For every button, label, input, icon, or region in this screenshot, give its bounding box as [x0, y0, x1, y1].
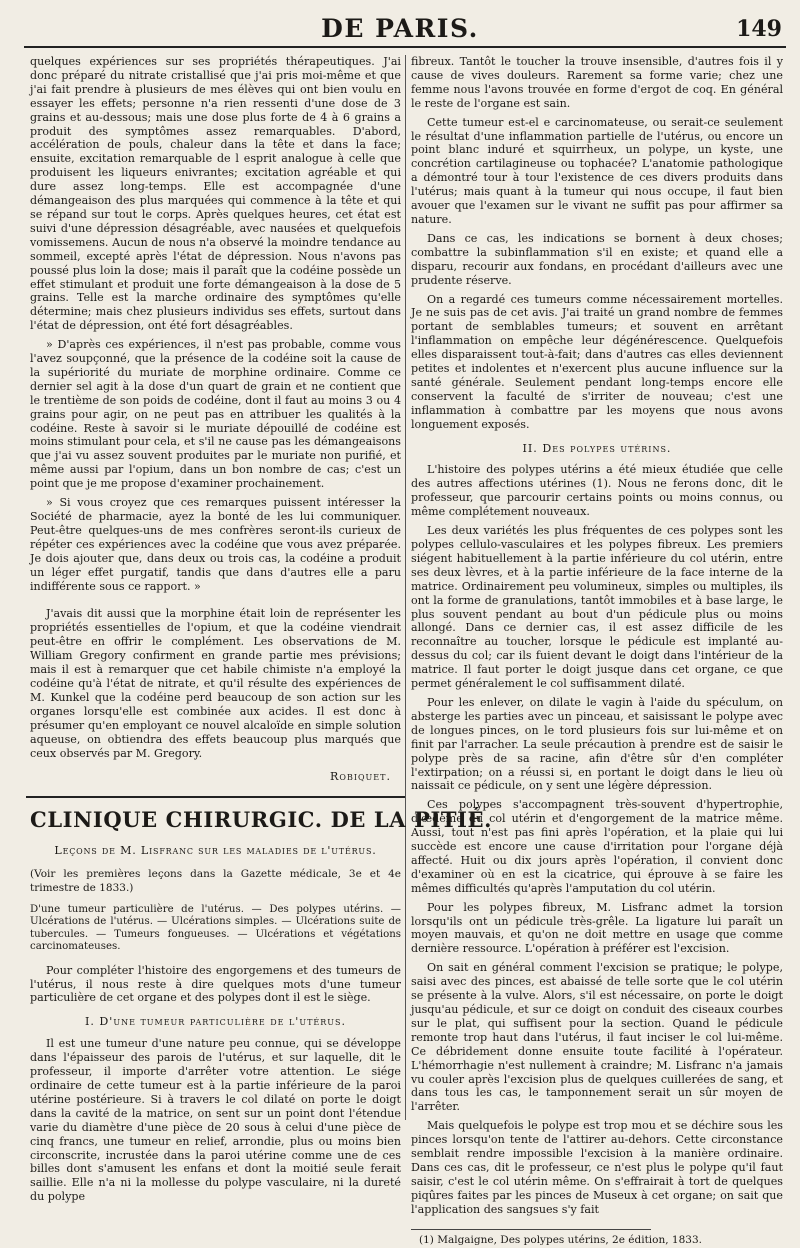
section-subtitle: Leçons de M. Lisfranc sur les maladies de l'utérus. [54, 844, 377, 858]
section-divider [26, 796, 405, 798]
right-column [411, 55, 783, 1248]
paragraph: On sait en général comment l'excision se pratique; le polype, saisi avec des pinces, est abaissé de telle sorte que le col utérin se présente à la vulve. Alors, s'il est nécessaire, on porte le doigt jusqu'au pédicule, et sur ce doigt on conduit des ciseaux courbes sur le plat, qui suffisent pour la section. Quand le pédicule remonte trop haut dans l'utérus, il faut inciser le col lui-même. Ce débridement donne ensuite toute facilité à l'opérateur. L'hémorrhagie n'est nullement à craindre; M. Lisfranc n'a jamais vu couler après l'excision plus de quelques cuillerées de sang, et dans tous les cas, le tamponnement serait un sûr moyen de l'arrêter. [411, 961, 783, 1114]
section-title: CLINIQUE CHIRURGIC. DE LA PITIÉ. [30, 807, 493, 833]
subsection-heading: II. Des polypes utérins. [522, 441, 672, 455]
paragraph: fibreux. Tantôt le toucher la trouve insensible, d'autres fois il y cause de vives douleurs. Rarement sa forme varie; chez une femme nous l'avons trouvée en forme d'ergot de coq. En général le reste de l'organe est sain. [411, 55, 783, 110]
footnote: (1) Malgaigne, Des polypes utérins, 2e édition, 1833. [419, 1233, 702, 1246]
intro-paragraph: Pour compléter l'histoire des engorgemens et des tumeurs de l'utérus, il nous reste à dire quelques mots d'une tumeur particulière de cet organe et des polypes dont il est le siège. [30, 963, 401, 1005]
page-title: DE PARIS. [321, 14, 479, 43]
paragraph: » D'après ces expériences, il n'est pas probable, comme vous l'avez soupçonné, que la présence de la codéine soit la cause de la supériorité du muriate de morphine ordinaire. Comme ce dernier sel agit à la dose d'un quart de grain et ne contient que le trentième de son poids de codéine, dont il faut au moins 3 ou 4 grains pour agir, on ne peut pas en attribuer les qualités à la codéine. Reste à savoir si le muriate dépouillé de codéine est moins stimulant pour cela, et s'il ne cause pas les démangeaisons que j'ai vu assez souvent produites par le muriate non purifié, et même aussi par l'opium, dans un bon nombre de cas; c'est un point que je me propose d'examiner prochainement. [30, 338, 401, 491]
paragraph: Pour les polypes fibreux, M. Lisfranc admet la torsion lorsqu'ils ont un pédicule très-grêle. La ligature lui paraît un moyen mauvais, et qu'on ne doit mettre en usage que comme dernière ressource. L'opération à préférer est l'excision. [411, 900, 783, 956]
paragraph: Pour les enlever, on dilate le vagin à l'aide du spéculum, on absterge les parties avec un pinceau, et saisissant le polype avec de longues pinces, on le tord plusieurs fois sur lui-même et on finit par l'arracher. La seule précaution à prendre est de saisir le polype près de sa racine, afin d'être sûr d'en compléter l'extirpation; on a réussi si, en portant le doigt dans le lieu où naissait ce pédicule, on y sent une légère dépression. [411, 695, 783, 793]
paragraph: » Si vous croyez que ces remarques puissent intéresser la Société de pharmacie, ayez la bonté de les lui communiquer. Peut-être quelques-uns de mes confrères seront-ils curieux de répéter ces expériences avec la codéine que vous avez préparée. Je dois ajouter que, dans deux ou trois cas, la codéine a produit un léger effet purgatif, tandis que dans d'autres elle a paru indifférente sous ce rapport. » [30, 496, 401, 593]
paragraph: L'histoire des polypes utérins a été mieux étudiée que celle des autres affections utérines (1). Nous ne ferons donc, dit le professeur, que parcourir certains points ou moins connus, ou même complétement nouveaux. [411, 463, 783, 519]
reference-note: (Voir les premières leçons dans la Gazette médicale, 3e et 4e trimestre de 1833.) [30, 868, 401, 895]
paragraph: Les deux variétés les plus fréquentes de ces polypes sont les polypes cellulo-vasculaires et les polypes fibreux. Les premiers siégent habituellement à la partie inférieure du col utérin, entre ses deux lèvres, et à la partie inférieure de la face interne de la matrice. Ordinairement peu volumineux, simples ou multiples, ils ont la forme de granulations, tantôt immobiles et à base large, le plus souvent pendant au bout d'un pédicule plus ou moins allongé. Dans ce dernier cas, il est assez difficile de les reconnaître au toucher, lorsque le pédicule est implanté au-dessus du col; car ils fuient devant le doigt dans l'intérieur de la matrice. Il faut porter le doigt jusque dans cet organe, ce que permet généralement le col suffisamment dilaté. [411, 524, 783, 691]
paragraph: J'avais dit aussi que la morphine était loin de représenter les propriétés essentielles de l'opium, et que la codéine viendrait peut-être en offrir le complément. Les observations de M. William Gregory confirment en grande partie mes prévisions; mais il est à remarquer que cet habile chimiste n'a employé la codéine qu'à l'état de nitrate, et qu'il résulte des expériences de M. Kunkel que la codéine perd beaucoup de son action sur les organes lorsqu'elle est combinée aux acides. Il est donc à présumer qu'en employant ce nouvel alcaloïde en simple solution aqueuse, on obtiendra des effets beaucoup plus marqués que ceux observés par M. Gregory. [30, 607, 401, 760]
subsection-heading: I. D'une tumeur particulière de l'utérus. [84, 1015, 347, 1029]
left-column [30, 55, 493, 1204]
running-header [0, 10, 800, 44]
column-divider [405, 55, 406, 1120]
paragraph: Ces polypes s'accompagnent très-souvent d'hypertrophie, d'œdème du col utérin et d'engorgement de la matrice même. Aussi, tout n'est pas fini après l'opération, et la plaie qui lui succède est encore une cause d'irritation pour l'organe déjà affecté. Huit ou dix jours après l'opération, il convient donc d'examiner où en est la cicatrice, qui éprouve à se faire les mêmes difficultés qu'après l'amputation du col utérin. [411, 798, 783, 895]
signature: Robiquet. [330, 770, 391, 784]
header-rule [24, 46, 786, 48]
paragraph: Il est une tumeur d'une nature peu connue, qui se développe dans l'épaisseur des parois de l'utérus, et sur laquelle, dit le professeur, il importe d'arrêter votre attention. Le siége ordinaire de cette tumeur est à la partie inférieure de la paroi utérine postérieure. Si à travers le col dilaté on porte le doigt dans la cavité de la matrice, on sent sur un point dont l'étendue varie du diamètre d'une pièce de 20 sous à celui d'une pièce de cinq francs, une tumeur en relief, arrondie, plus ou moins bien circonscrite, incrustée dans la paroi utérine comme une de ces billes dont s'amusent les enfans et dont la moitié seule ferait saillie. Elle n'a ni la mollesse du polype vasculaire, ni la dureté du polype [30, 1037, 401, 1204]
paragraph: quelques expériences sur ses propriétés thérapeutiques. J'ai donc préparé du nitrate cristallisé que j'ai pris moi-même et que j'ai fait prendre à plusieurs de mes élèves qui ont bien voulu en essayer les effets; personne n'a rien ressenti d'une dose de 3 grains et au-dessous; mais une dose plus forte de 4 à 6 grains a produit des symptômes assez remarquables. D'abord, accélération de pouls, chaleur dans la tête et dans la face; ensuite, excitation remarquable de l esprit analogue à celle que produisent les liqueurs enivrantes; excitation agréable et qui dure assez long-temps. Elle est accompagnée d'une démangeaison des plus marquées qui commence à la tête et qui se répand sur tout le corps. Après quelques heures, cet état est suivi d'une dépression désagréable, avec nausées et quelquefois vomissemens. Aucun de nous n'a observé la moindre tendance au sommeil, excepté après l'état de dépression. Nous n'avons pas poussé plus loin la dose; mais il paraît que la codéine possède un effet stimulant et produit une forte démangeaison à la dose de 5 grains. Telle est la marche ordinaire des symptômes qu'elle détermine; mais chez plusieurs individus ses effets, surtout dans l'état de dépression, ont été fort désagréables. [30, 55, 401, 333]
paragraph: Cette tumeur est-el e carcinomateuse, ou serait-ce seulement le résultat d'une inflammation partielle de l'utérus, ou encore un point blanc induré et squirrheux, un polype, un kyste, une concrétion cartilagineuse ou tophacée? L'anatomie pathologique a démontré tour à tour l'existence de ces divers produits dans l'utérus; mais quant à la tumeur qui nous occupe, il faut bien avouer que l'examen sur le vivant ne suffit pas pour affirmer sa nature. [411, 115, 783, 226]
paragraph: Mais quelquefois le polype est trop mou et se déchire sous les pinces lorsqu'on tente de l'attirer au-dehors. Cette circonstance semblait rendre impossible l'excision à la manière ordinaire. Dans ces cas, dit le professeur, ce n'est plus le polype qu'il faut saisir, c'est le col utérin même. On s'effrairait à tort de quelques piqûres faites par les pinces de Museux à cet organe; on sait que l'application des sangsues s'y fait [411, 1119, 783, 1216]
footnote-rule [411, 1229, 651, 1230]
page-number: 149 [736, 16, 782, 42]
paragraph: On a regardé ces tumeurs comme nécessairement mortelles. Je ne suis pas de cet avis. J'ai traité un grand nombre de femmes portant de semblables tumeurs; et souvent en arrêtant l'inflammation on empêche leur dégénérescence. Quelquefois elles disparaissent tout-à-fait; dans d'autres cas elles deviennent petites et indolentes et n'exercent plus aucune influence sur la santé générale. Seulement pendant long-temps encore elle conservent la faculté de s'irriter de nouveau; c'est une inflammation à combattre par les moyens que nous avons longuement exposés. [411, 292, 783, 431]
paragraph: Dans ce cas, les indications se bornent à deux choses; combattre la subinflammation s'il en existe; et quand elle a disparu, recourir aux fondans, en procédant d'ailleurs avec une prudente réserve. [411, 231, 783, 287]
lesson-summary: D'une tumeur particulière de l'utérus. — Des polypes utérins. — Ulcérations de l'utérus. — Ulcérations simples. — Ulcérations suite de tubercules. — Tumeurs fongueuses. — Ulcérations et végétations carcinomateuses. [30, 904, 401, 953]
